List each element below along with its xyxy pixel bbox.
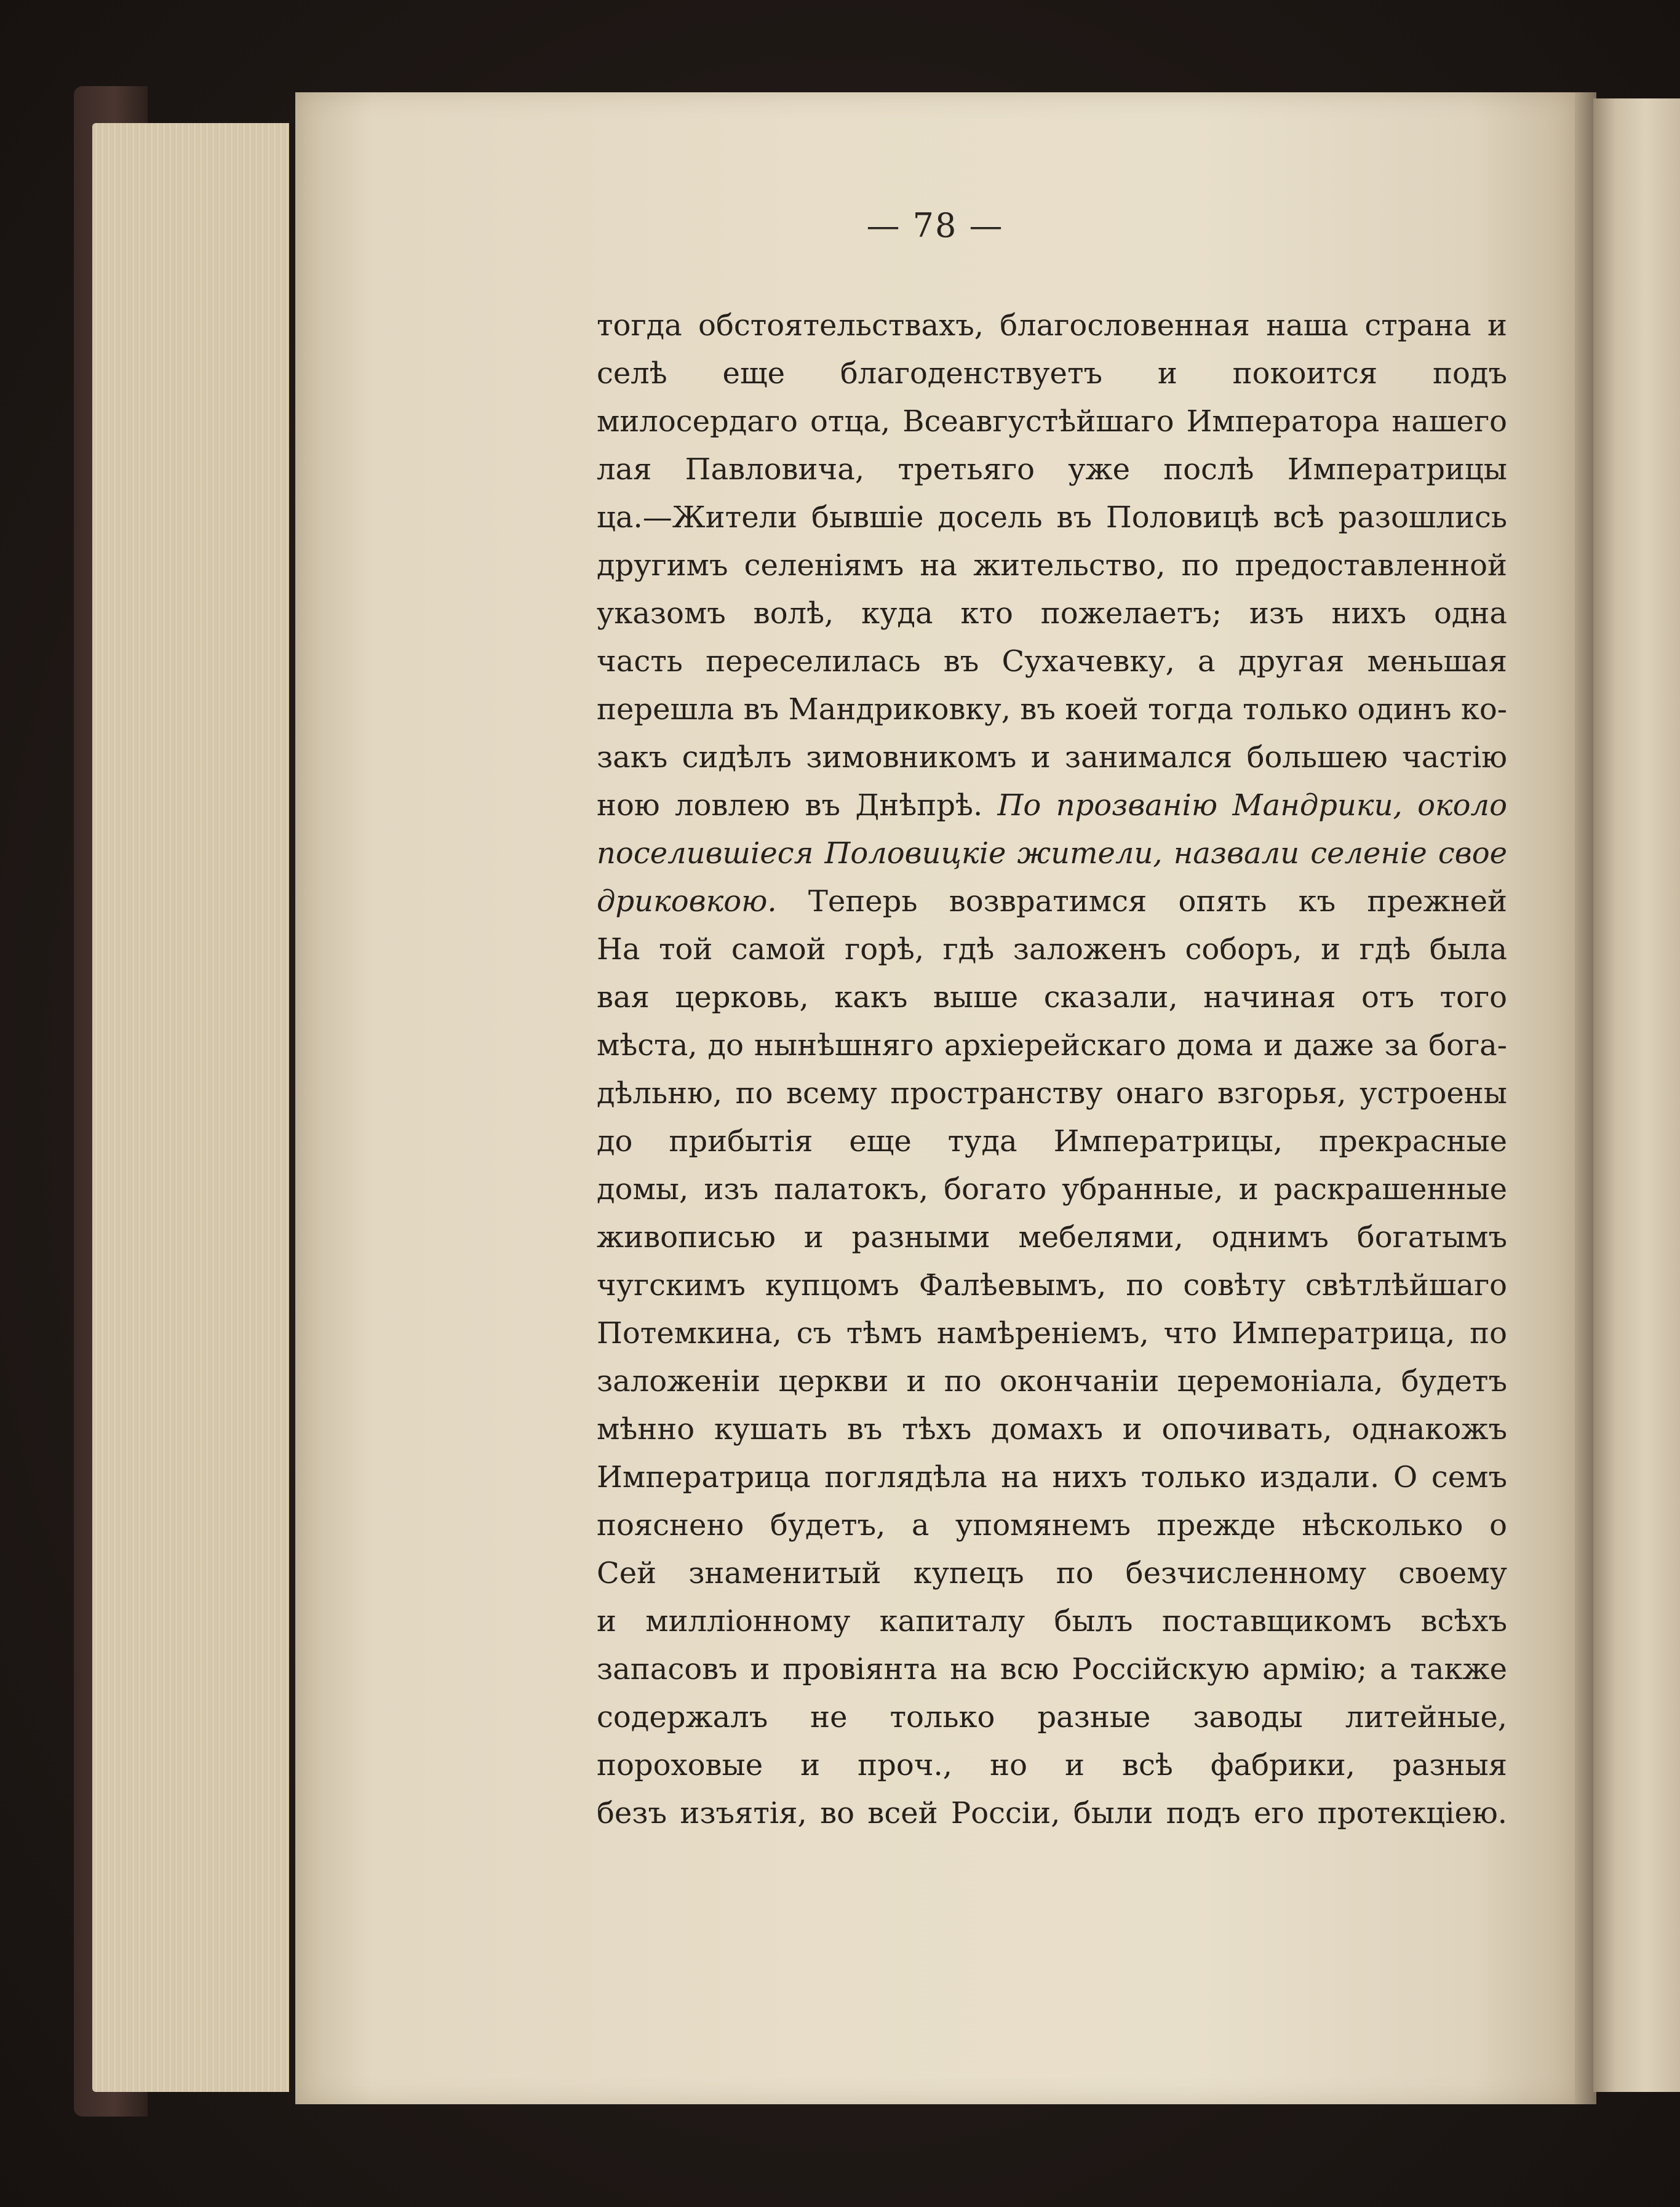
text-segment: заложеніи церкви и по окончаніи церемоніала, будетъ bbox=[597, 1364, 1507, 1399]
text-segment: другимъ селеніямъ на жительство, по предоставленной bbox=[597, 548, 1507, 583]
text-line bbox=[597, 1645, 1507, 1693]
italic-text: По прозванію Мандрики, около bbox=[997, 788, 1507, 823]
text-line bbox=[597, 397, 1507, 445]
text-segment: пояснено будетъ, а упомянемъ прежде нѣсколько о bbox=[597, 1508, 1507, 1543]
text-segment: запасовъ и провіянта на всю Россійскую армію; а также bbox=[597, 1652, 1507, 1686]
text-line bbox=[597, 1117, 1507, 1165]
text-line bbox=[597, 1549, 1507, 1597]
text-segment: ною ловлею въ Днѣпрѣ. bbox=[597, 788, 998, 823]
text-segment: пороховые и проч., но и всѣ фабрики, разныя bbox=[597, 1748, 1507, 1782]
text-line bbox=[597, 1597, 1507, 1645]
text-segment: тогда обстоятельствахъ, благословенная наша страна и bbox=[597, 308, 1507, 343]
text-line bbox=[597, 493, 1507, 541]
text-line bbox=[597, 925, 1507, 973]
page-number: — 78 — bbox=[866, 206, 1004, 245]
text-segment: живописью и разными мебелями, однимъ богатымъ bbox=[597, 1220, 1507, 1255]
text-segment: лая Павловича, третьяго уже послѣ Императрицы bbox=[597, 452, 1507, 487]
page-edges-left bbox=[92, 123, 289, 2092]
text-line bbox=[597, 1165, 1507, 1213]
text-line bbox=[597, 1501, 1507, 1549]
text-segment: часть переселилась въ Сухачевку, а другая меньшая bbox=[597, 644, 1507, 679]
text-segment: дѣльню, по всему пространству онаго взгорья, устроены bbox=[597, 1076, 1507, 1111]
text-line bbox=[597, 1309, 1507, 1357]
text-line bbox=[597, 1693, 1507, 1741]
text-line bbox=[597, 1213, 1507, 1261]
text-segment: Потемкина, съ тѣмъ намѣреніемъ, что Императрица, по bbox=[597, 1316, 1507, 1351]
text-segment: мѣста, до нынѣшняго архіерейскаго дома и даже за бога- bbox=[597, 1028, 1507, 1063]
text-line bbox=[597, 349, 1507, 397]
text-line bbox=[597, 1021, 1507, 1069]
text-segment: Императрица поглядѣла на нихъ только издали. О семъ bbox=[597, 1460, 1507, 1495]
text-segment: закъ сидѣлъ зимовникомъ и занимался большею частію bbox=[597, 740, 1507, 775]
text-segment: домы, изъ палатокъ, богато убранные, и раскрашенные bbox=[597, 1172, 1507, 1207]
text-segment: содержалъ не только разные заводы литейные, bbox=[597, 1700, 1507, 1734]
text-line bbox=[597, 877, 1507, 925]
text-line bbox=[597, 1405, 1507, 1453]
text-line bbox=[597, 637, 1507, 685]
text-segment: Теперь возвратимся опять къ прежней bbox=[808, 884, 1507, 919]
text-line bbox=[597, 301, 1507, 349]
text-line bbox=[597, 1261, 1507, 1309]
book-page bbox=[295, 92, 1575, 2104]
text-segment: ца.—Жители бывшіе досель въ Половицѣ всѣ разошлись bbox=[597, 500, 1507, 535]
text-line bbox=[597, 781, 1507, 829]
text-line bbox=[597, 1069, 1507, 1117]
text-line bbox=[597, 589, 1507, 637]
text-segment: безъ изъятія, во всей Россіи, были подъ его протекціею. bbox=[597, 1796, 1507, 1830]
italic-text: поселившіеся Половицкіе жители, назвали селеніе свое bbox=[597, 836, 1507, 871]
italic-text: дриковкою. bbox=[597, 884, 777, 919]
text-line bbox=[597, 685, 1507, 733]
text-segment: и милліонному капиталу былъ поставщикомъ всѣхъ bbox=[597, 1604, 1507, 1638]
text-line bbox=[597, 541, 1507, 589]
text-line bbox=[597, 733, 1507, 781]
text-segment: чугскимъ купцомъ Фалѣевымъ, по совѣту свѣтлѣйшаго bbox=[597, 1268, 1507, 1303]
text-line bbox=[597, 1357, 1507, 1405]
text-segment: На той самой горѣ, гдѣ заложенъ соборъ, и гдѣ была bbox=[597, 932, 1507, 967]
page-text bbox=[597, 301, 1507, 1837]
text-segment: милосердаго отца, Всеавгустѣйшаго Императора нашего bbox=[597, 404, 1507, 439]
book-gutter-right bbox=[1572, 92, 1596, 2104]
text-segment: мѣнно кушать въ тѣхъ домахъ и опочивать, однакожъ bbox=[597, 1412, 1507, 1447]
text-line bbox=[597, 445, 1507, 493]
text-line bbox=[597, 973, 1507, 1021]
text-segment: до прибытія еще туда Императрицы, прекрасные bbox=[597, 1124, 1507, 1159]
text-line bbox=[597, 1741, 1507, 1789]
text-line bbox=[597, 829, 1507, 877]
text-segment: указомъ волѣ, куда кто пожелаетъ; изъ нихъ одна bbox=[597, 596, 1507, 631]
text-segment: селѣ еще благоденствуетъ и покоится подъ bbox=[597, 356, 1507, 391]
text-segment: вая церковь, какъ выше сказали, начиная отъ того bbox=[597, 980, 1507, 1015]
text-line bbox=[597, 1789, 1507, 1837]
text-segment: Сей знаменитый купецъ по безчисленному своему bbox=[597, 1556, 1507, 1590]
facing-page-right bbox=[1593, 98, 1680, 2092]
text-segment: перешла въ Мандриковку, въ коей тогда только одинъ ко- bbox=[597, 692, 1507, 727]
text-line bbox=[597, 1453, 1507, 1501]
